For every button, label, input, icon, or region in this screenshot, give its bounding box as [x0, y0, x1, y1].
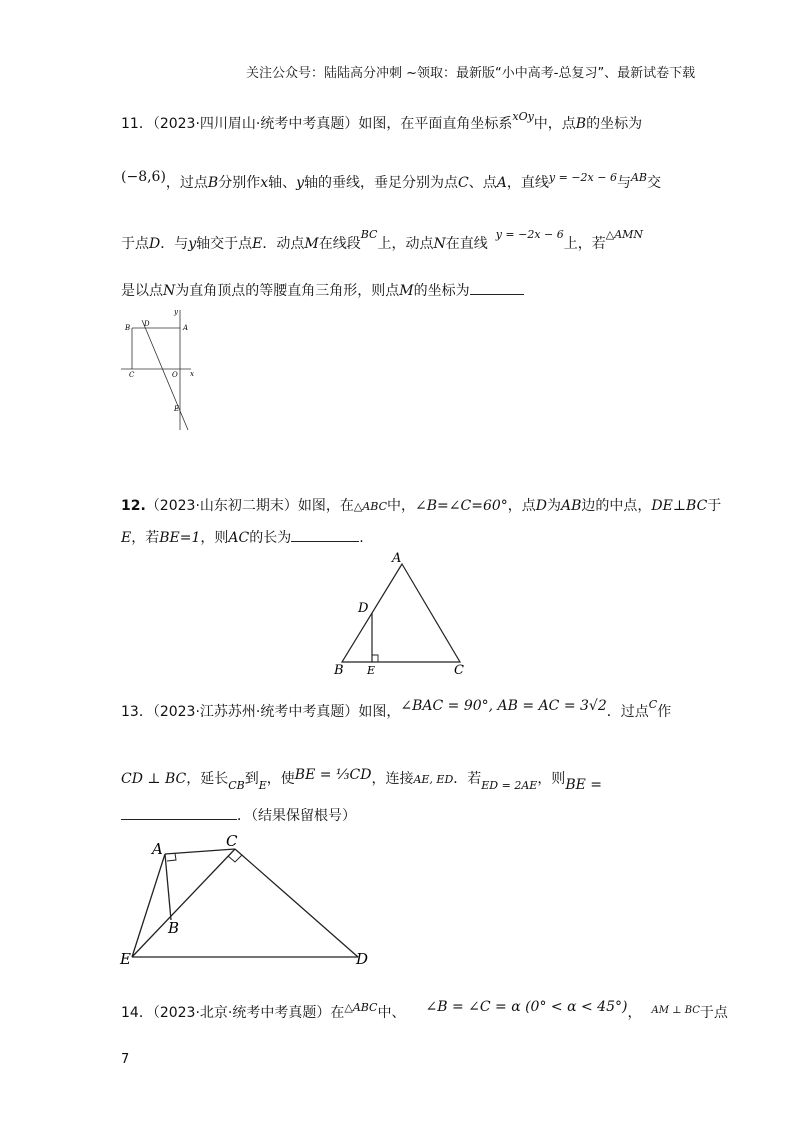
page-number: 7 — [121, 1052, 130, 1067]
q11-coordinate-figure — [118, 306, 200, 434]
q12-label-c: C — [454, 663, 464, 676]
q12-label-a: A — [392, 551, 402, 566]
q13-line2: CD ⊥ BC，延长$_{CB}$到$_E$，使BE = ⅓CD，连接AE, ED．若$_{ED = 2AE}$，则BE = — [121, 767, 603, 793]
q11-label-a: A — [183, 324, 189, 332]
answer-blank — [121, 805, 237, 820]
q11-line1: 11．（2023·四川眉山·统考中考真题）如图，在平面直角坐标系$^{xOy}$中，点B的坐标为 — [121, 110, 643, 132]
q13-label-a: A — [152, 840, 163, 858]
q13-label-d: D — [356, 950, 369, 968]
q12-label-e: E — [367, 664, 376, 676]
q13-line1: 13．（2023·江苏苏州·统考中考真题）如图，∠BAC = 90°, AB = AC = 3√2．过点$^C$作 — [121, 698, 672, 720]
q11-line3: 于点D．与y轴交于点E．动点M在线段$^{BC}$上，动点N在直线$^{y = -2x - 6}$上，若$^{\triangle AMN}$ — [121, 228, 644, 252]
q12-triangle-figure — [330, 548, 470, 676]
answer-blank — [470, 280, 524, 295]
q11-label-b: B — [125, 324, 131, 332]
q13-line3: ．（结果保留根号） — [121, 805, 356, 825]
q12-line2: E，若BE=1，则AC的长为 . — [121, 527, 364, 547]
q12-line1: 12.（2023·山东初二期末）如图，在△ABC中，∠B=∠C=60°，点D为AB边的中点，DE⊥BC于 — [121, 498, 722, 514]
q12-label-d: D — [358, 601, 369, 616]
answer-blank — [291, 527, 359, 542]
q11-line2: (−8,6)，过点B分别作x轴、y轴的垂线，垂足分别为点C、点A，直线$^{y = -2x - 6}$与$^{AB}$交 — [121, 169, 661, 191]
q11-line4: 是以点N为直角顶点的等腰直角三角形，则点M的坐标为 — [121, 280, 524, 300]
q13-label-c: C — [226, 832, 238, 850]
q11-label-d: D — [144, 320, 150, 328]
q11-label-o: O — [172, 371, 178, 379]
q14-line1: 14．（2023·北京·统考中考真题）在$^{\triangle ABC}$中、 ∠B = ∠C = α (0° < α < 45°)， $^{AM \perp BC}$于点 — [121, 999, 728, 1021]
q13-triangle-figure — [118, 832, 374, 968]
q13-label-e: E — [120, 950, 131, 968]
q11-label-c: C — [129, 371, 135, 379]
q11-label-y: y — [174, 308, 178, 316]
page-header: 关注公众号：陆陆高分冲刺 ~领取：最新版“小中高考-总复习”、最新试卷下载 — [246, 66, 696, 81]
q12-label-b: B — [334, 663, 344, 676]
q13-label-b: B — [168, 919, 180, 937]
q11-label-x: x — [190, 370, 194, 378]
q11-label-e: E — [174, 405, 180, 413]
